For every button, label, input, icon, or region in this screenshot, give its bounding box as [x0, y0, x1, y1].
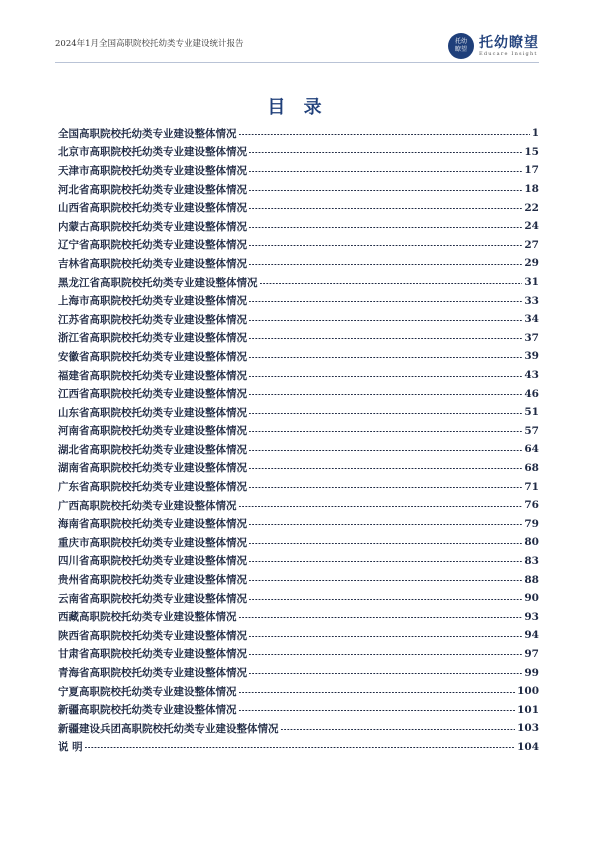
toc-dot-leader — [249, 227, 522, 228]
toc-entry-label: 广西高职院校托幼类专业建设整体情况 — [58, 499, 237, 512]
toc-entry[interactable] — [58, 217, 539, 236]
toc-entry[interactable] — [58, 254, 539, 273]
toc-entry-label: 吉林省高职院校托幼类专业建设整体情况 — [58, 257, 247, 270]
toc-entry[interactable] — [58, 124, 539, 143]
toc-entry[interactable] — [58, 700, 539, 719]
toc-entry-label: 海南省高职院校托幼类专业建设整体情况 — [58, 518, 247, 531]
toc-dot-leader — [249, 654, 522, 655]
toc-entry-label: 湖北省高职院校托幼类专业建设整体情况 — [58, 443, 247, 456]
toc-entry-page: 18 — [524, 183, 539, 196]
toc-entry-label: 西藏高职院校托幼类专业建设整体情况 — [58, 611, 237, 624]
toc-entry-page: 79 — [524, 517, 539, 530]
toc-entry-page: 33 — [524, 294, 539, 307]
toc-entry-page: 83 — [524, 554, 539, 567]
toc-entry[interactable] — [58, 626, 539, 645]
toc-entry-label: 宁夏高职院校托幼类专业建设整体情况 — [58, 685, 237, 698]
toc-dot-leader — [249, 245, 522, 246]
toc-entry-label: 上海市高职院校托幼类专业建设整体情况 — [58, 295, 247, 308]
header-divider — [55, 62, 539, 63]
toc-entry-label: 北京市高职院校托幼类专业建设整体情况 — [58, 146, 247, 159]
toc-entry-page: 99 — [524, 666, 539, 679]
toc-entry-label: 贵州省高职院校托幼类专业建设整体情况 — [58, 574, 247, 587]
toc-entry-label: 福建省高职院校托幼类专业建设整体情况 — [58, 369, 247, 382]
toc-entry-label: 湖南省高职院校托幼类专业建设整体情况 — [58, 462, 247, 475]
toc-entry-page: 27 — [524, 238, 539, 251]
toc-entry-label: 山西省高职院校托幼类专业建设整体情况 — [58, 202, 247, 215]
toc-entry-label: 浙江省高职院校托幼类专业建设整体情况 — [58, 332, 247, 345]
toc-entry-page: 17 — [524, 164, 539, 177]
toc-entry-label: 新疆高职院校托幼类专业建设整体情况 — [58, 704, 237, 717]
toc-entry[interactable] — [58, 663, 539, 682]
toc-entry-label: 陕西省高职院校托幼类专业建设整体情况 — [58, 629, 247, 642]
toc-dot-leader — [249, 561, 522, 562]
toc-entry[interactable] — [58, 514, 539, 533]
toc-entry[interactable] — [58, 347, 539, 366]
toc-entry[interactable] — [58, 533, 539, 552]
toc-entry-page: 57 — [524, 424, 539, 437]
toc-dot-leader — [249, 394, 522, 395]
toc-entry-page: 97 — [524, 647, 539, 660]
toc-dot-leader — [239, 710, 516, 711]
toc-entry-label: 黑龙江省高职院校托幼类专业建设整体情况 — [58, 276, 258, 289]
toc-entry-page: 31 — [524, 276, 539, 289]
toc-dot-leader — [249, 524, 522, 525]
toc-dot-leader — [239, 692, 516, 693]
toc-entry-label: 全国高职院校托幼类专业建设整体情况 — [58, 127, 237, 140]
toc-dot-leader — [249, 338, 522, 339]
toc-dot-leader — [249, 301, 522, 302]
toc-entry[interactable] — [58, 570, 539, 589]
toc-entry-page: 93 — [524, 610, 539, 623]
toc-entry-page: 34 — [524, 313, 539, 326]
toc-entry[interactable] — [58, 422, 539, 441]
toc-entry-page: 22 — [524, 201, 539, 214]
toc-entry-label: 广东省高职院校托幼类专业建设整体情况 — [58, 481, 247, 494]
toc-entry-page: 46 — [524, 387, 539, 400]
brand — [448, 31, 539, 61]
toc-dot-leader — [85, 747, 515, 748]
toc-entry[interactable] — [58, 291, 539, 310]
toc-entry-label: 重庆市高职院校托幼类专业建设整体情况 — [58, 536, 247, 549]
toc-entry-label: 青海省高职院校托幼类专业建设整体情况 — [58, 667, 247, 680]
toc-entry-label: 云南省高职院校托幼类专业建设整体情况 — [58, 592, 247, 605]
toc-dot-leader — [249, 376, 522, 377]
toc-dot-leader — [239, 134, 530, 135]
toc-entry-label: 河北省高职院校托幼类专业建设整体情况 — [58, 183, 247, 196]
toc-entry-page: 101 — [517, 703, 539, 716]
toc-entry-page: 15 — [524, 145, 539, 158]
toc-entry[interactable] — [58, 384, 539, 403]
brand-logo-icon: 托幼 瞭望 — [448, 33, 474, 59]
toc-dot-leader — [239, 506, 523, 507]
toc-entry[interactable] — [58, 180, 539, 199]
toc-entry-page: 1 — [531, 127, 539, 140]
toc-entry-page: 94 — [524, 629, 539, 642]
toc-entry-label: 新疆建设兵团高职院校托幼类专业建设整体情况 — [58, 722, 279, 735]
toc-dot-leader — [249, 450, 522, 451]
toc-dot-leader — [249, 264, 522, 265]
toc-entry-page: 88 — [524, 573, 539, 586]
toc-dot-leader — [249, 543, 522, 544]
toc-entry[interactable] — [58, 440, 539, 459]
toc-dot-leader — [249, 431, 522, 432]
toc-entry[interactable] — [58, 273, 539, 292]
toc-entry[interactable] — [58, 161, 539, 180]
toc-title: 目 录 — [267, 97, 328, 118]
toc-entry-page: 68 — [524, 461, 539, 474]
toc-dot-leader — [249, 580, 522, 581]
toc-entry-page: 64 — [524, 443, 539, 456]
toc-entry[interactable] — [58, 607, 539, 626]
toc-entry[interactable] — [58, 329, 539, 348]
toc-entry[interactable] — [58, 738, 539, 757]
toc-entry[interactable] — [58, 236, 539, 255]
toc-entry-page: 37 — [524, 331, 539, 344]
toc-dot-leader — [239, 617, 523, 618]
toc-entry-page: 43 — [524, 369, 539, 382]
toc-entry[interactable] — [58, 496, 539, 515]
toc-entry[interactable] — [58, 589, 539, 608]
brand-subtitle: Educare Insight — [479, 51, 538, 57]
toc-entry-label: 天津市高职院校托幼类专业建设整体情况 — [58, 164, 247, 177]
toc-entry[interactable] — [58, 645, 539, 664]
toc-entry[interactable] — [58, 459, 539, 478]
toc-entry[interactable] — [58, 198, 539, 217]
toc-entry-label: 甘肃省高职院校托幼类专业建设整体情况 — [58, 648, 247, 661]
toc-entry-page: 104 — [517, 740, 539, 753]
toc-dot-leader — [249, 487, 522, 488]
toc-entry-page: 90 — [524, 592, 539, 605]
toc-entry-label: 江西省高职院校托幼类专业建设整体情况 — [58, 388, 247, 401]
toc-dot-leader — [249, 152, 522, 153]
toc-dot-leader — [249, 673, 522, 674]
toc-entry-page: 39 — [524, 350, 539, 363]
toc-entry[interactable] — [58, 477, 539, 496]
toc-entry-label: 说 明 — [58, 741, 83, 754]
toc-dot-leader — [249, 599, 522, 600]
toc-dot-leader — [249, 320, 522, 321]
toc-dot-leader — [249, 468, 522, 469]
toc-entry-page: 103 — [517, 722, 539, 735]
toc-dot-leader — [249, 357, 522, 358]
toc-entry-label: 江苏省高职院校托幼类专业建设整体情况 — [58, 313, 247, 326]
toc-entry-page: 80 — [524, 536, 539, 549]
toc-dot-leader — [249, 171, 522, 172]
toc-entry[interactable] — [58, 366, 539, 385]
toc-entry[interactable] — [58, 143, 539, 162]
toc-entry[interactable] — [58, 403, 539, 422]
toc-entry-page: 24 — [524, 220, 539, 233]
report-title: 2024年1月全国高职院校托幼类专业建设统计报告 — [55, 39, 244, 49]
toc-entry-page: 100 — [517, 685, 539, 698]
toc-entry-label: 山东省高职院校托幼类专业建设整体情况 — [58, 406, 247, 419]
page-header — [55, 31, 539, 65]
toc-entry-label: 内蒙古高职院校托幼类专业建设整体情况 — [58, 220, 247, 233]
toc-entry[interactable] — [58, 719, 539, 738]
toc-dot-leader — [249, 208, 522, 209]
toc-dot-leader — [281, 729, 516, 730]
brand-name: 托幼瞭望 — [479, 35, 539, 51]
toc-entry-page: 76 — [524, 499, 539, 512]
toc-dot-leader — [249, 413, 522, 414]
toc-entry-page: 71 — [524, 480, 539, 493]
toc-dot-leader — [249, 636, 522, 637]
toc-entry-label: 河南省高职院校托幼类专业建设整体情况 — [58, 425, 247, 438]
toc-entry-page: 29 — [524, 257, 539, 270]
toc-entry[interactable] — [58, 552, 539, 571]
toc-entry-label: 四川省高职院校托幼类专业建设整体情况 — [58, 555, 247, 568]
toc-entry[interactable] — [58, 310, 539, 329]
toc-dot-leader — [260, 283, 523, 284]
table-of-contents — [58, 124, 539, 756]
toc-dot-leader — [249, 190, 522, 191]
toc-entry-label: 辽宁省高职院校托幼类专业建设整体情况 — [58, 239, 247, 252]
toc-entry[interactable] — [58, 682, 539, 701]
toc-entry-label: 安徽省高职院校托幼类专业建设整体情况 — [58, 350, 247, 363]
toc-entry-page: 51 — [524, 406, 539, 419]
